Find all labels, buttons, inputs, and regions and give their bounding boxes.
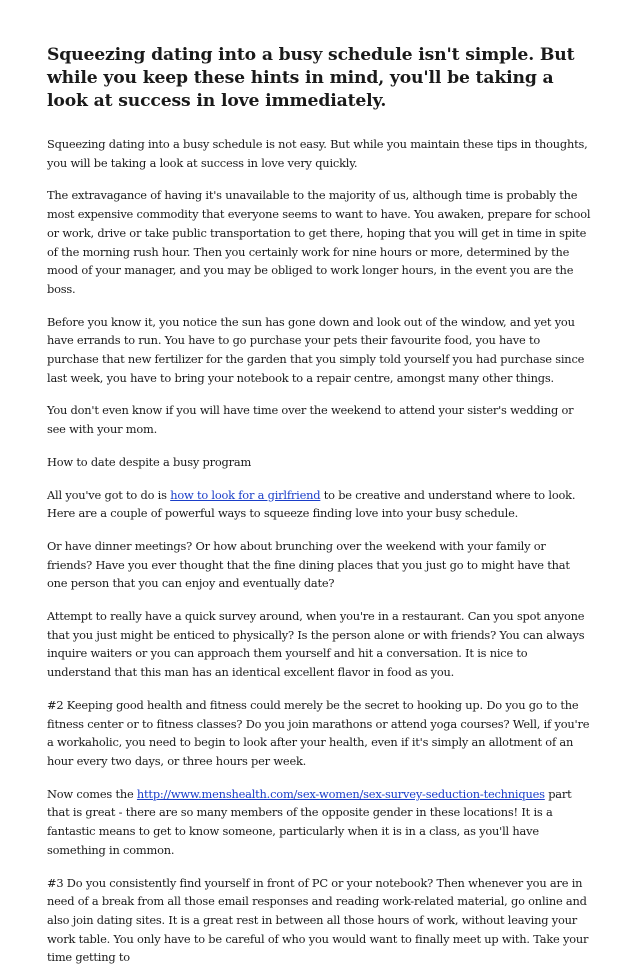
paragraph-extravagance: The extravagance of having it's unavailable to the majority of us, although time is probably the most expensive commodity that everyone seems to want to have. You awaken, prepare for school or work, drive or take public transportation to get there, hoping that you will get in time in spite of the morning rush hour. Then you certainly work for nine hours or more, determined by the mood of your manager, and you may be obliged to work longer hours, in the event you are the boss.: [47, 186, 592, 298]
paragraph-creative: [47, 486, 592, 523]
paragraph-intro: Squeezing dating into a busy schedule is not easy. But while you maintain these tips in thoughts, you will be taking a look at success in love very quickly.: [47, 135, 592, 172]
paragraph-fitness: #2 Keeping good health and fitness could merely be the secret to hooking up. Do you go to the fitness center or to fitness classes? Do you join marathons or attend yoga courses? Well, if you're a workaholic, you need to begin to look after your health, even if it's simply an allotment of an hour every two days, or three hours per week.: [47, 696, 592, 771]
paragraph-dating-sites: #3 Do you consistently find yourself in front of PC or your notebook? Then whenever you are in need of a break from all those email responses and reading work-related material, go online and also join dating sites. It is a great rest in between all those hours of work, without leaving your work table. You only have to be careful of who you would want to finally meet up with. Take your time getting to: [47, 874, 592, 967]
article-title: Squeezing dating into a busy schedule isn't simple. But while you keep these hints in mind, you'll be taking a look at success in love immediately.: [47, 44, 592, 113]
paragraph-text: part that is great - there are so many members of the opposite gender in these locations! It is a fantastic means to get to know someone, particularly when it is in a class, as you'll have something in common.: [47, 787, 572, 857]
paragraph-menshealth: [47, 785, 592, 860]
paragraph-restaurant: Attempt to really have a quick survey around, when you're in a restaurant. Can you spot anyone that you just might be enticed to physically? Is the person alone or with friends? You can always inquire waiters or you can approach them yourself and hit a conversation. It is nice to understand that this man has an identical excellent flavor in food as you.: [47, 607, 592, 682]
paragraph-text: to be creative and understand where to look. Here are a couple of powerful ways to squeeze finding love into your busy schedule.: [47, 488, 575, 521]
paragraph-dinner: Or have dinner meetings? Or how about brunching over the weekend with your family or friends? Have you ever thought that the fine dining places that you just go to might have that one person that you can enjoy and eventually date?: [47, 537, 592, 593]
section-heading-busy-program: How to date despite a busy program: [47, 453, 592, 472]
paragraph-text: Now comes the: [47, 787, 137, 801]
paragraph-weekend: You don't even know if you will have time over the weekend to attend your sister's wedding or see with your mom.: [47, 401, 592, 438]
menshealth-link[interactable]: http://www.menshealth.com/sex-women/sex-survey-seduction-techniques: [137, 787, 545, 801]
paragraph-errands: Before you know it, you notice the sun has gone down and look out of the window, and yet you have errands to run. You have to go purchase your pets their favourite food, you have to purchase that new fertilizer for the garden that you simply told yourself you had purchase since last week, you have to bring your notebook to a repair centre, amongst many other things.: [47, 313, 592, 388]
girlfriend-link[interactable]: how to look for a girlfriend: [170, 488, 320, 502]
paragraph-text: All you've got to do is: [47, 488, 170, 502]
